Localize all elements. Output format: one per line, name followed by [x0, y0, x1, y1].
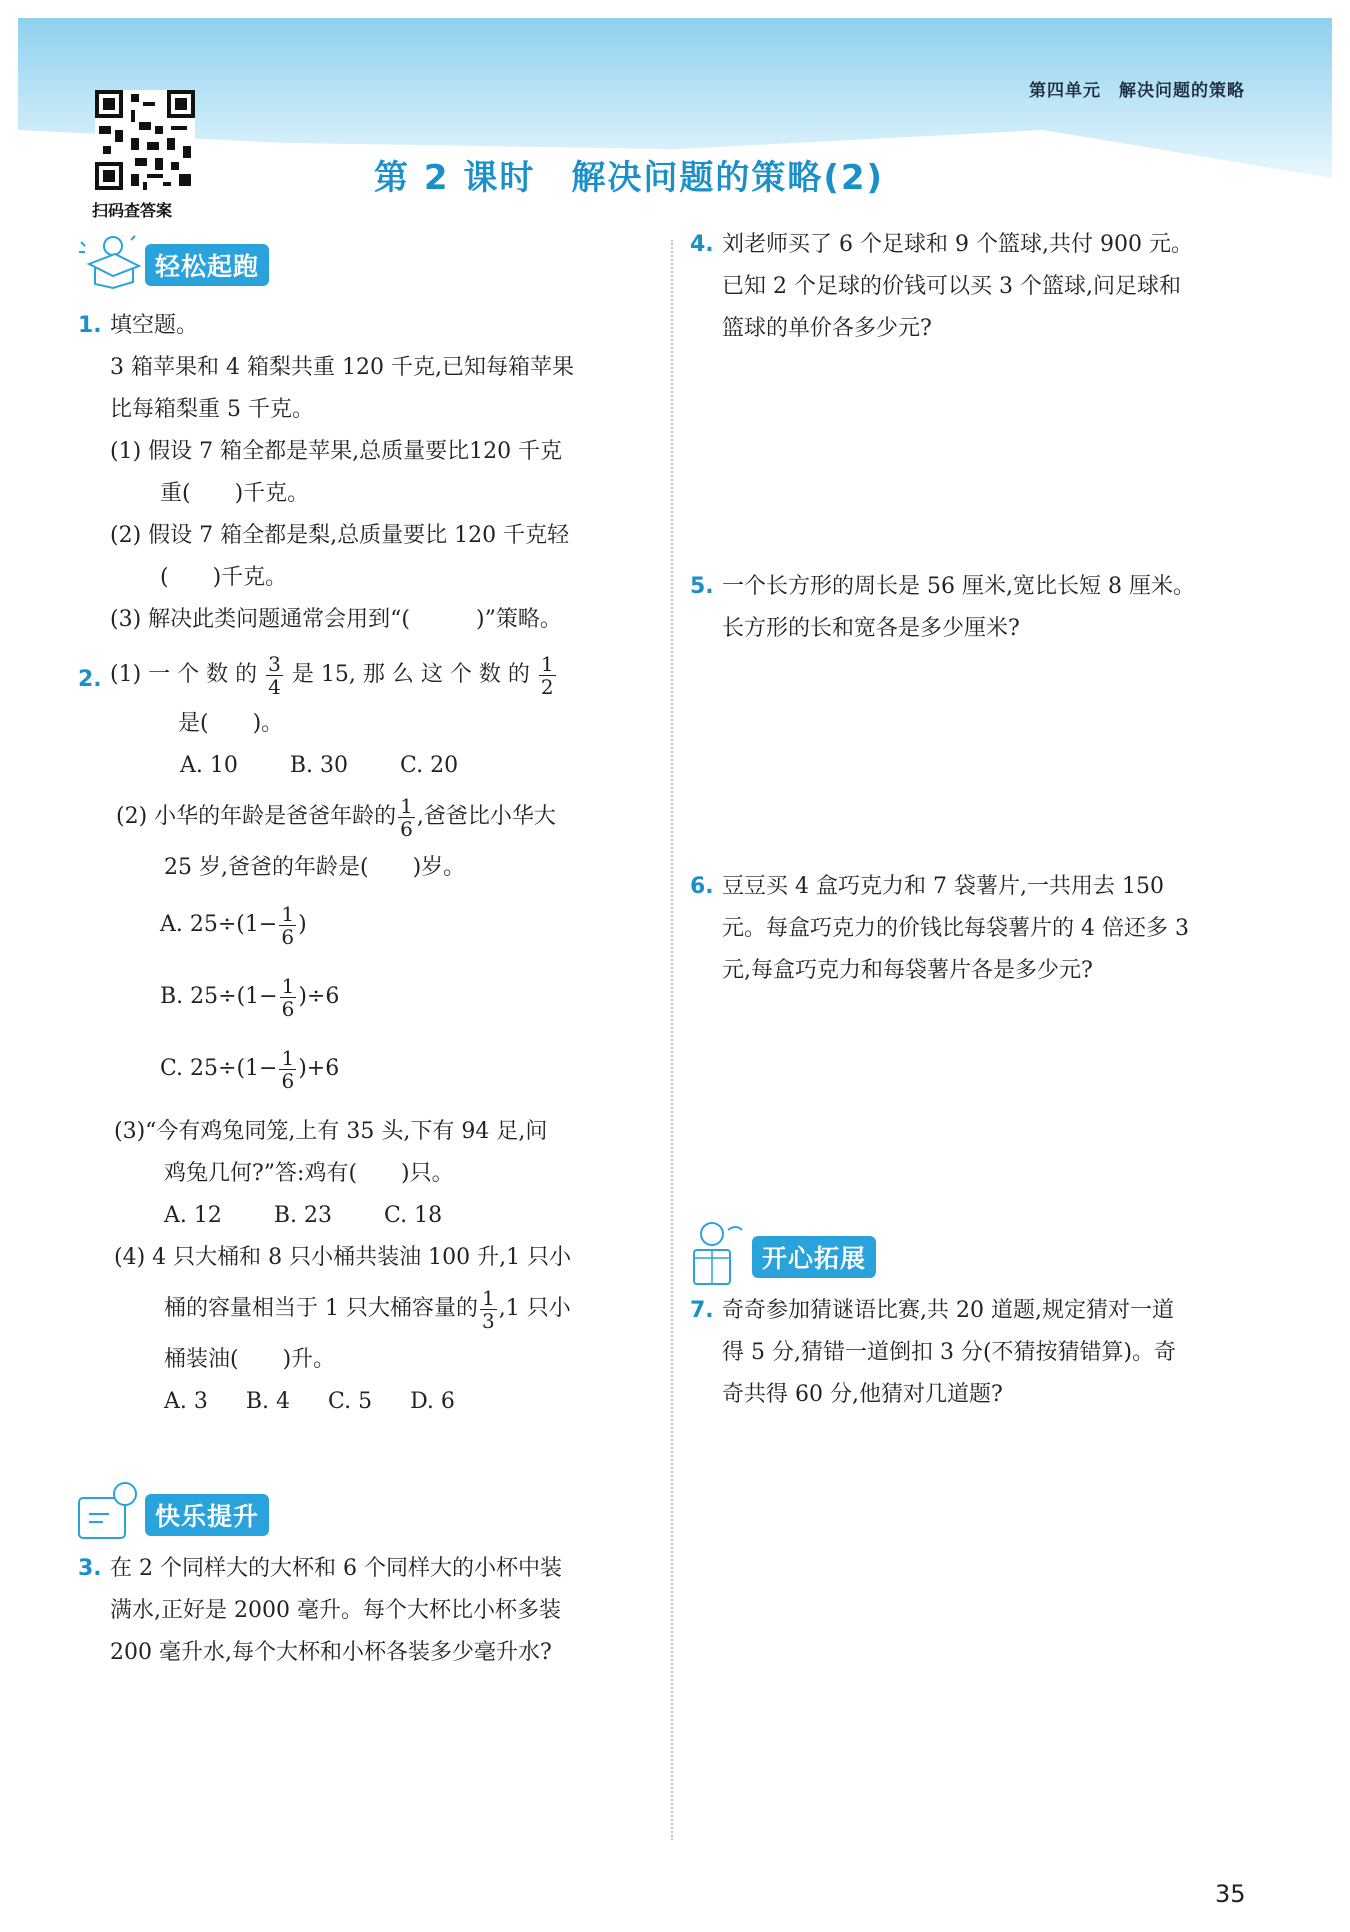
cartoon-kid-icon [682, 1218, 754, 1290]
question-number: 6. [690, 874, 714, 899]
question-text: 一个长方形的周长是 56 厘米,宽比长短 8 厘米。 [722, 574, 1195, 599]
lesson-title: 第 2 课时 解决问题的策略(2) [374, 158, 885, 198]
option-b[interactable]: B. 25÷(1− $\frac{1}{6}$ )÷6 [160, 973, 340, 1021]
question-4 [690, 224, 1290, 350]
options [164, 1381, 658, 1423]
question-text: 200 毫升水,每个大杯和小杯各装多少毫升水? [110, 1640, 552, 1665]
sub-question: (2) 假设 7 箱全都是梨,总质量要比 120 千克轻 [110, 523, 570, 548]
option-b[interactable]: B. 4 [245, 1389, 291, 1414]
answer-blank[interactable]: 桶装油( )升。 [164, 1347, 336, 1372]
option-a[interactable]: A. 25÷(1− $\frac{1}{6}$ ) [160, 901, 307, 949]
question-text: 奇奇参加猜谜语比赛,共 20 道题,规定猜对一道 [722, 1298, 1174, 1323]
question-5 [690, 566, 1290, 650]
question-1 [78, 305, 658, 641]
question-6 [690, 866, 1290, 992]
qr-caption: 扫码查答案 [92, 201, 173, 220]
question-text: 长方形的长和宽各是多少厘米? [722, 616, 1020, 641]
question-stem: 3 箱苹果和 4 箱梨共重 120 千克,已知每箱苹果 [110, 355, 574, 380]
qr-code-icon[interactable] [95, 90, 195, 190]
fraction: $\frac{3}{4}$ [268, 651, 281, 699]
question-text: 豆豆买 4 盒巧克力和 7 袋薯片,一共用去 150 [722, 874, 1164, 899]
sub-question: (3)“今有鸡兔同笼,上有 35 头,下有 94 足,问 [114, 1119, 548, 1144]
option-a[interactable]: A. 3 [164, 1389, 208, 1414]
option-d[interactable]: D. 6 [410, 1389, 455, 1414]
column-divider [671, 240, 673, 1840]
question-number: 4. [690, 232, 714, 257]
question-2 [78, 647, 658, 1423]
answer-blank[interactable]: 重( )千克。 [160, 481, 310, 506]
sub-question: (2) 小华的年龄是爸爸年龄的 $\frac{1}{6}$ ,爸爸比小华大 [116, 793, 556, 841]
question-stem: 比每箱梨重 5 千克。 [110, 397, 314, 422]
sub-question[interactable]: (3) 解决此类问题通常会用到“( )”策略。 [110, 607, 562, 632]
question-text: 得 5 分,猜错一道倒扣 3 分(不猜按猜错算)。奇 [722, 1340, 1177, 1365]
question-number: 1. [78, 313, 102, 338]
answer-blank[interactable]: 25 岁,爸爸的年龄是( )岁。 [164, 855, 466, 880]
question-text: 已知 2 个足球的价钱可以买 3 个篮球,问足球和 [722, 274, 1181, 299]
question-3 [78, 1548, 668, 1674]
question-title: 填空题。 [110, 313, 199, 338]
question-text: 奇共得 60 分,他猜对几道题? [722, 1382, 1003, 1407]
question-number: 3. [78, 1556, 102, 1581]
question-text: 在 2 个同样大的大杯和 6 个同样大的小杯中装 [110, 1556, 562, 1581]
question-text: 满水,正好是 2000 毫升。每个大杯比小杯多装 [110, 1598, 561, 1623]
left-column [78, 305, 658, 1423]
cartoon-board-icon [75, 1476, 147, 1546]
question-text: 篮球的单价各多少元? [722, 316, 932, 341]
sub-question: (4) 4 只大桶和 8 只小桶共装油 100 升,1 只小 [114, 1245, 572, 1270]
answer-blank[interactable]: ( )千克。 [160, 565, 288, 590]
answer-blank[interactable]: 鸡兔几何?”答:鸡有( )只。 [164, 1161, 454, 1186]
options [180, 745, 658, 787]
unit-header: 第四单元 解决问题的策略 [1029, 81, 1245, 101]
cartoon-student-icon [75, 226, 145, 290]
sub-question: (1) 假设 7 箱全都是苹果,总质量要比120 千克 [110, 439, 563, 464]
option-c[interactable]: C. 20 [400, 753, 459, 778]
option-c[interactable]: C. 5 [328, 1389, 373, 1414]
option-a[interactable]: A. 12 [164, 1203, 222, 1228]
fraction: $\frac{1}{6}$ [400, 793, 413, 841]
question-text: 元。每盒巧克力的价钱比每袋薯片的 4 倍还多 3 [722, 916, 1189, 941]
option-a[interactable]: A. 10 [180, 753, 238, 778]
question-text: 元,每盒巧克力和每袋薯片各是多少元? [722, 958, 1093, 983]
fraction: $\frac{1}{3}$ [481, 1285, 495, 1333]
option-b[interactable]: B. 23 [273, 1203, 333, 1228]
option-c[interactable]: C. 25÷(1− $\frac{1}{6}$ )+6 [160, 1045, 340, 1093]
option-b[interactable]: B. 30 [289, 753, 349, 778]
answer-blank[interactable]: 是( )。 [178, 711, 284, 736]
options [164, 1195, 658, 1237]
sub-question: (1) 一 个 数 的 $\frac{3}{4}$ 是 15, 那 么 这 个 数 的 $\frac{1}{2}$ [110, 651, 554, 699]
question-number: 5. [690, 574, 714, 599]
question-7 [690, 1290, 1290, 1416]
option-c[interactable]: C. 18 [384, 1203, 443, 1228]
question-number: 2. [78, 667, 102, 692]
sub-question: 桶的容量相当于 1 只大桶容量的 $\frac{1}{3}$ ,1 只小 [164, 1285, 571, 1333]
question-text: 刘老师买了 6 个足球和 9 个篮球,共付 900 元。 [722, 232, 1193, 257]
fraction: $\frac{1}{2}$ [540, 651, 554, 699]
question-number: 7. [690, 1298, 714, 1323]
page-number: 35 [1215, 1880, 1246, 1908]
